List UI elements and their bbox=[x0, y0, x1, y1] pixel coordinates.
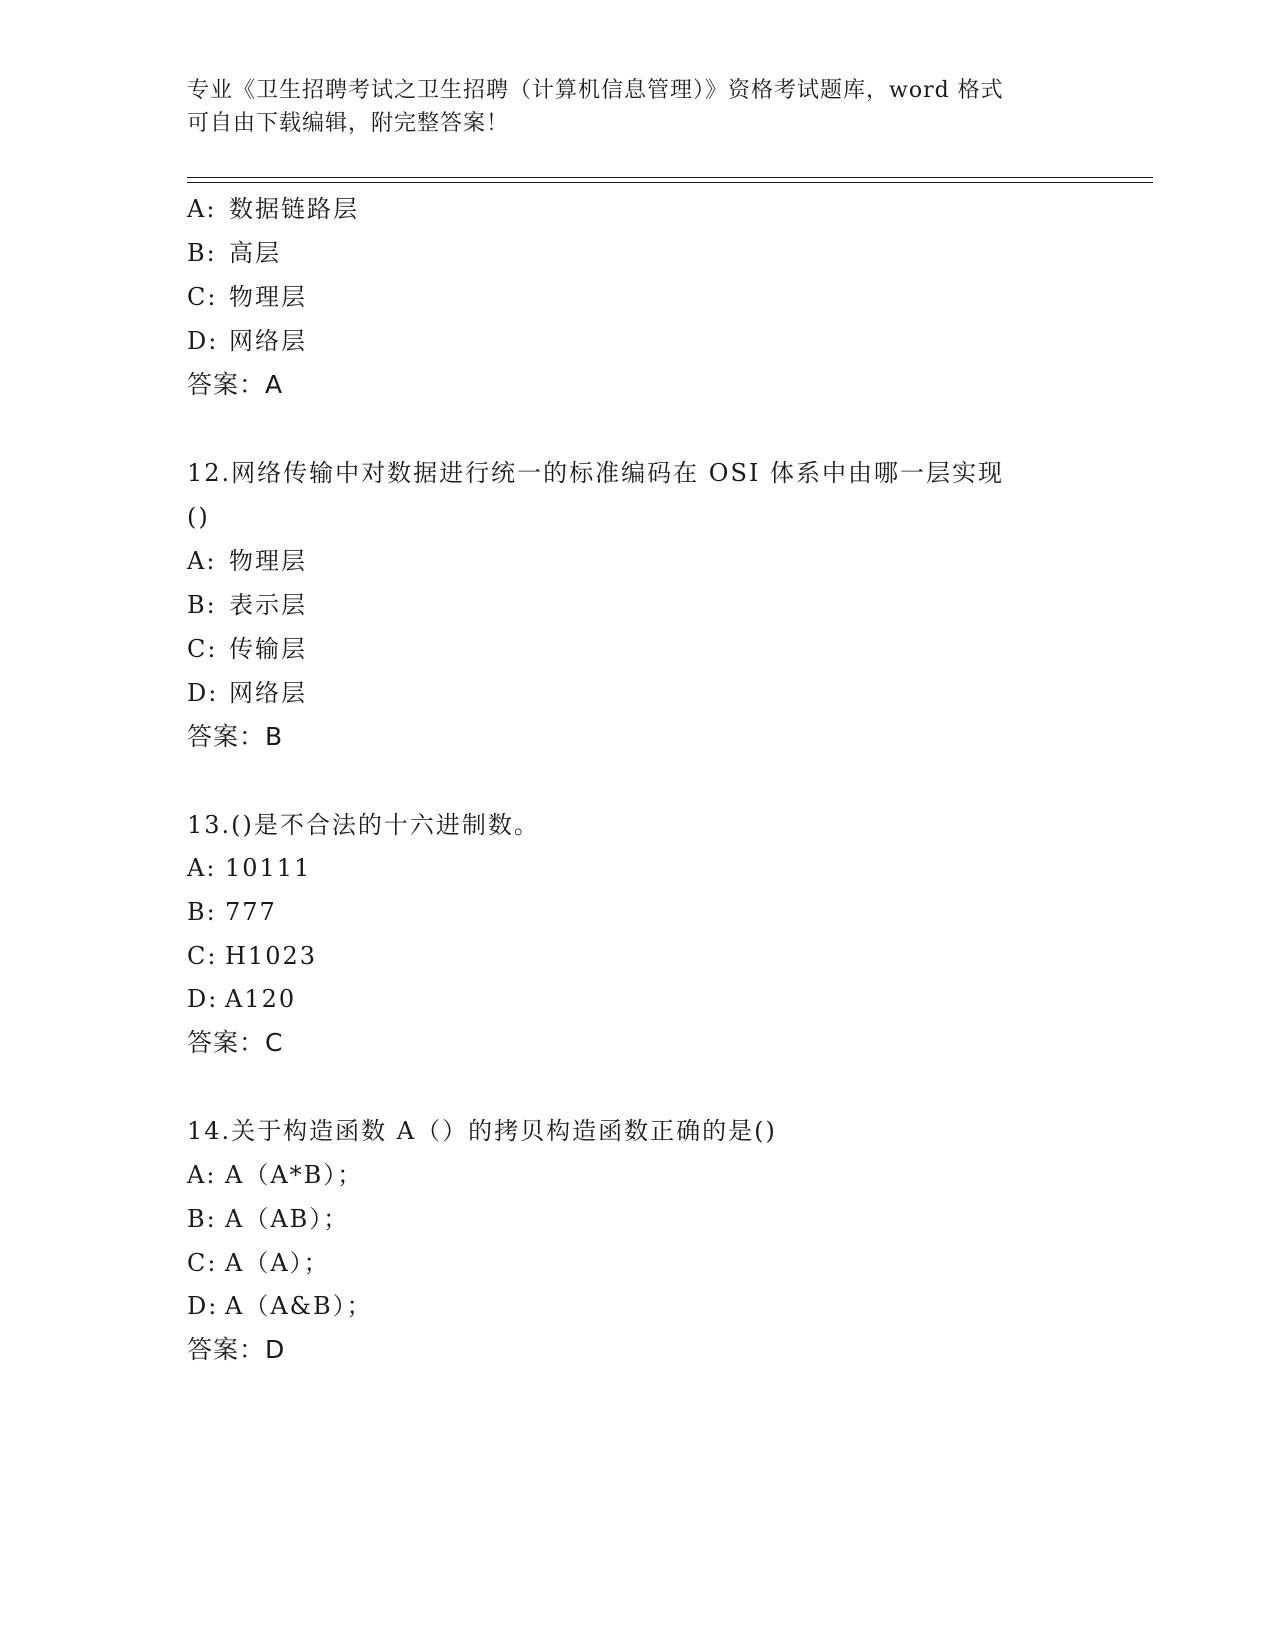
q11-option-d bbox=[187, 326, 307, 356]
q12-option-c-text: 传输层 bbox=[229, 635, 307, 663]
q13-option-b-text: 777 bbox=[225, 898, 277, 926]
q14-option-c bbox=[187, 1248, 330, 1278]
header-divider-top bbox=[187, 177, 1153, 178]
q12-option-b-text: 表示层 bbox=[229, 591, 307, 619]
q11-option-c-label: C: bbox=[187, 283, 218, 311]
q14-option-a-label: A: bbox=[187, 1161, 217, 1189]
q11-option-c-text: 物理层 bbox=[229, 283, 307, 311]
document-header bbox=[187, 74, 1067, 140]
q13-option-d bbox=[187, 984, 296, 1014]
q14-option-b bbox=[187, 1204, 349, 1234]
q12-question-cont: () bbox=[187, 503, 210, 531]
q13-option-b bbox=[187, 897, 277, 927]
q11-option-a bbox=[187, 194, 359, 224]
q12-option-a-label: A: bbox=[187, 547, 217, 575]
q14-option-a bbox=[187, 1160, 363, 1190]
header-line-2: 可自由下载编辑，附完整答案！ bbox=[187, 111, 510, 136]
q11-option-d-label: D: bbox=[187, 327, 219, 355]
q14-option-d-text: A（A&B）； bbox=[225, 1292, 373, 1320]
q14-option-b-label: B: bbox=[187, 1205, 217, 1233]
q12-option-d-label: D: bbox=[187, 679, 219, 707]
q14-option-c-text: A（A）； bbox=[225, 1249, 330, 1277]
q12-option-c bbox=[187, 634, 307, 664]
q14-option-c-label: C: bbox=[187, 1249, 218, 1277]
q11-option-a-label: A: bbox=[187, 195, 217, 223]
q14-answer: 答案：D bbox=[187, 1335, 286, 1364]
q14-option-b-text: A（AB）； bbox=[225, 1205, 350, 1233]
q13-option-d-text: A120 bbox=[225, 985, 297, 1013]
q13-option-a-text: 10111 bbox=[225, 854, 312, 882]
q11-option-b bbox=[187, 238, 281, 268]
q12-option-a bbox=[187, 546, 307, 576]
q12-answer: 答案：B bbox=[187, 722, 284, 751]
q11-option-d-text: 网络层 bbox=[229, 327, 307, 355]
q11-answer: 答案：A bbox=[187, 370, 284, 399]
q13-answer: 答案：C bbox=[187, 1028, 284, 1057]
q13-option-a bbox=[187, 853, 311, 883]
q14-option-d bbox=[187, 1291, 373, 1321]
q11-option-b-label: B: bbox=[187, 239, 217, 267]
q12-option-b-label: B: bbox=[187, 591, 217, 619]
q13-option-a-label: A: bbox=[187, 854, 217, 882]
q14-option-d-label: D: bbox=[187, 1292, 219, 1320]
q13-question: 13.()是不合法的十六进制数。 bbox=[187, 811, 540, 839]
q13-option-c-text: H1023 bbox=[225, 942, 318, 970]
q11-option-b-text: 高层 bbox=[229, 239, 281, 267]
q14-option-a-text: A（A*B）； bbox=[225, 1161, 364, 1189]
q13-option-c bbox=[187, 941, 317, 971]
q12-option-d bbox=[187, 678, 307, 708]
q12-option-b bbox=[187, 590, 307, 620]
q12-option-a-text: 物理层 bbox=[229, 547, 307, 575]
q11-option-a-text: 数据链路层 bbox=[229, 195, 359, 223]
header-divider-bottom bbox=[187, 182, 1153, 183]
q13-option-d-label: D: bbox=[187, 985, 219, 1013]
q13-option-b-label: B: bbox=[187, 898, 217, 926]
q13-option-c-label: C: bbox=[187, 942, 218, 970]
q12-question: 12.网络传输中对数据进行统一的标准编码在 OSI 体系中由哪一层实现 bbox=[187, 459, 1005, 487]
header-line-1: 专业《卫生招聘考试之卫生招聘（计算机信息管理）》资格考试题库，word 格式 bbox=[187, 78, 1004, 103]
q14-question: 14.关于构造函数 A（）的拷贝构造函数正确的是() bbox=[187, 1117, 777, 1145]
q12-option-d-text: 网络层 bbox=[229, 679, 307, 707]
q12-option-c-label: C: bbox=[187, 635, 218, 663]
q11-option-c bbox=[187, 282, 307, 312]
